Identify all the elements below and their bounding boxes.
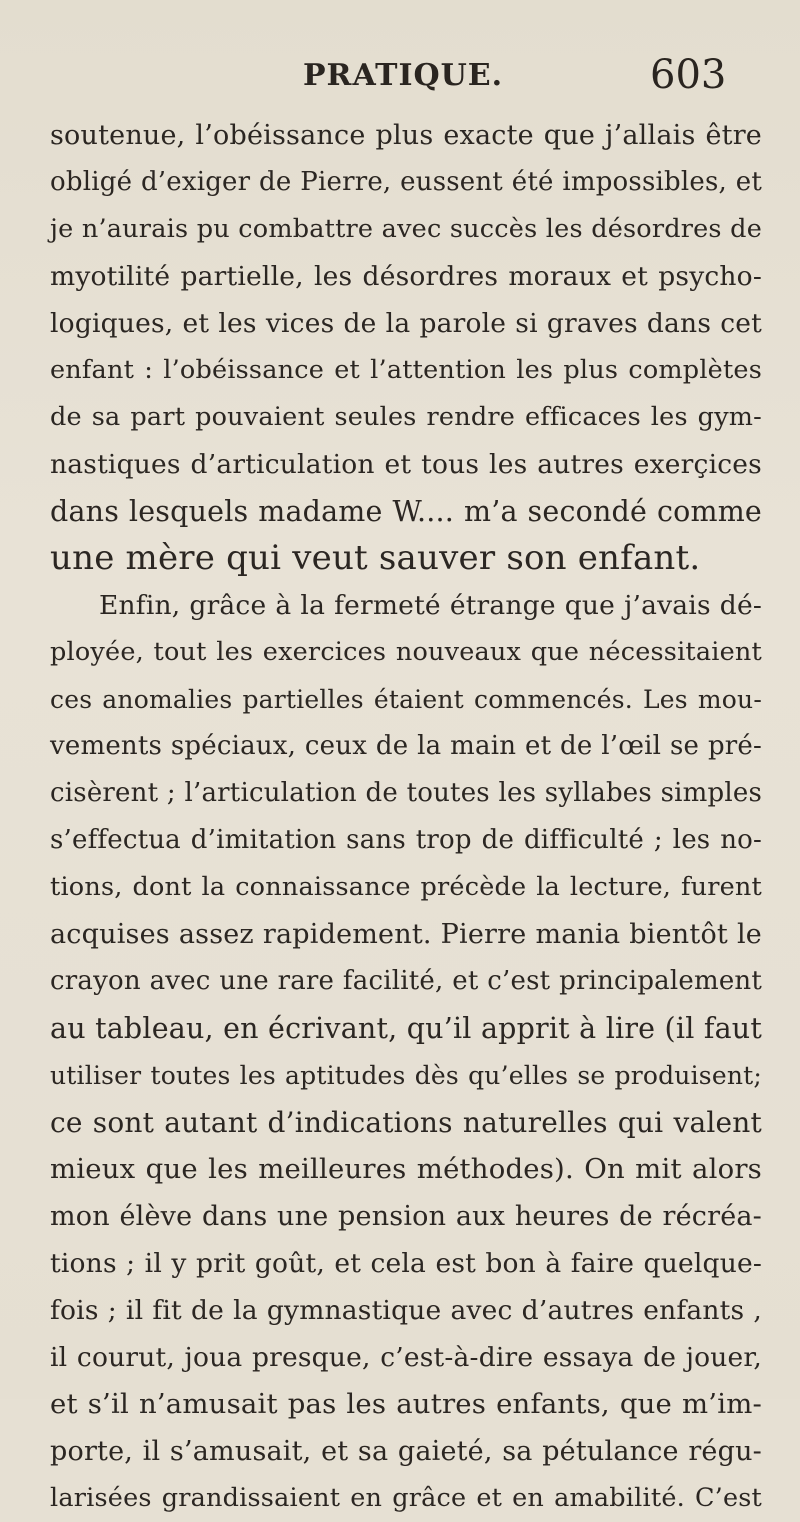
text-line: obligé d’exiger de Pierre, eussent été impossibles, et bbox=[50, 167, 762, 197]
text-line: crayon avec une rare facilité, et c’est principalement bbox=[50, 966, 762, 996]
text-line: nastiques d’articulation et tous les autres exerçices bbox=[50, 449, 762, 480]
text-line: porte, il s’amusait, et sa gaieté, sa pétulance régu- bbox=[50, 1436, 762, 1467]
text-line: enfant : l’obéissance et l’attention les plus complètes bbox=[50, 355, 762, 385]
text-line: ce sont autant d’indications naturelles qui valent bbox=[50, 1106, 762, 1139]
text-line: il courut, joua presque, c’est-à-dire essaya de jouer, bbox=[50, 1342, 762, 1373]
text-line: tions ; il y prit goût, et cela est bon à faire quelque- bbox=[50, 1248, 762, 1279]
text-line: myotilité partielle, les désordres moraux et psycho- bbox=[50, 261, 762, 292]
text-line: fois ; il fit de la gymnastique avec d’autres enfants , bbox=[50, 1295, 762, 1326]
page-number: 603 bbox=[650, 52, 727, 98]
page-header bbox=[0, 52, 800, 102]
text-line: soutenue, l’obéissance plus exacte que j’allais être bbox=[50, 120, 762, 151]
text-line: cisèrent ; l’articulation de toutes les syllabes simples bbox=[50, 778, 762, 808]
text-line: s’effectua d’imitation sans trop de difficulté ; les no- bbox=[50, 825, 762, 855]
text-line: ployée, tout les exercices nouveaux que nécessitaient bbox=[50, 637, 762, 667]
text-line: de sa part pouvaient seules rendre efficaces les gym- bbox=[50, 402, 762, 432]
text-line: vements spéciaux, ceux de la main et de l’œil se pré- bbox=[50, 731, 762, 761]
text-line: une mère qui veut sauver son enfant. bbox=[50, 538, 701, 578]
running-head: PRATIQUE. bbox=[303, 58, 504, 93]
body-text bbox=[50, 112, 762, 1522]
text-line: je n’aurais pu combattre avec succès les désordres de bbox=[50, 214, 762, 244]
text-line: au tableau, en écrivant, qu’il apprit à lire (il faut bbox=[50, 1012, 762, 1045]
text-line: ces anomalies partielles étaient commencés. Les mou- bbox=[50, 685, 762, 714]
text-line: acquises assez rapidement. Pierre mania bientôt le bbox=[50, 919, 762, 950]
text-line: utiliser toutes les aptitudes dès qu’elles se produisent; bbox=[50, 1061, 762, 1090]
text-line: dans lesquels madame W.... m’a secondé comme bbox=[50, 495, 762, 528]
text-line: Enfin, grâce à la fermeté étrange que j’avais dé- bbox=[99, 590, 762, 621]
text-line: logiques, et les vices de la parole si graves dans cet bbox=[50, 308, 762, 339]
text-line: et s’il n’amusait pas les autres enfants, que m’im- bbox=[50, 1388, 762, 1420]
text-line: mieux que les meilleures méthodes). On mit alors bbox=[50, 1153, 762, 1185]
text-line: mon élève dans une pension aux heures de récréa- bbox=[50, 1201, 762, 1232]
text-line: tions, dont la connaissance précède la lecture, furent bbox=[50, 872, 762, 902]
text-line: larisées grandissaient en grâce et en amabilité. C’est bbox=[50, 1483, 762, 1513]
